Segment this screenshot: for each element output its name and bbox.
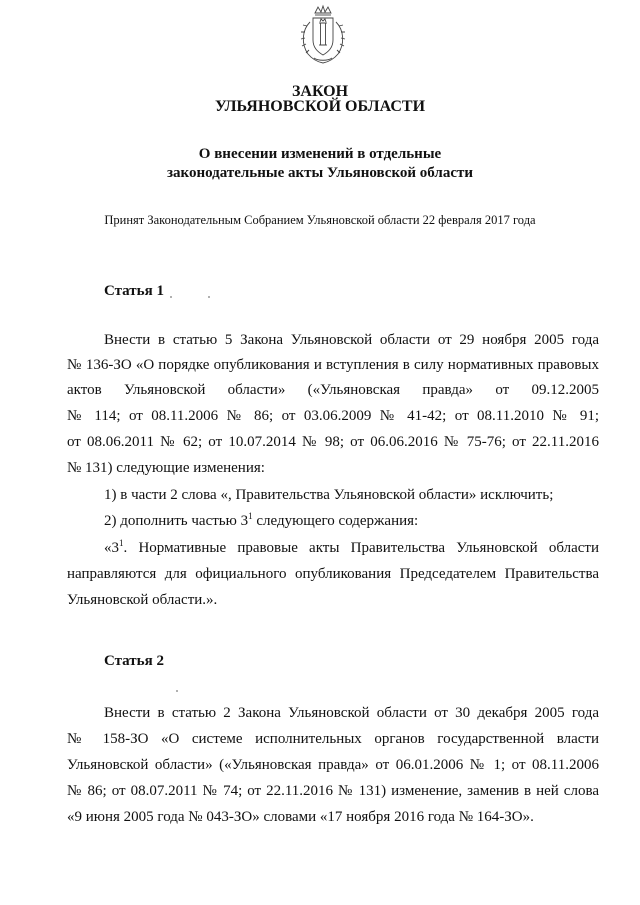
article-1-quote-line-1: [104, 539, 599, 557]
law-subject-line-1: О внесении изменений в отдельные: [198, 146, 442, 162]
coat-of-arms-icon: [296, 4, 350, 66]
article-1-line: Внести в статью 5 Закона Ульяновской области от 29 ноября 2005 года: [104, 332, 599, 348]
article-2-line: № 86; от 08.07.2011 № 74; от 22.11.2016 № 131) изменение, заменив в ней слова: [67, 783, 599, 799]
article-1-line: № 131) следующие изменения:: [67, 460, 265, 476]
law-subject-line-2: законодательные акты Ульяновской области: [166, 165, 474, 181]
quote-prefix: «3: [104, 540, 119, 556]
item-2-prefix: 2) дополнить частью 3: [104, 513, 249, 529]
scan-speck: [176, 690, 178, 692]
article-1-line: от 08.06.2011 № 62; от 10.07.2014 № 98; от 06.06.2016 № 75-76; от 22.11.2016: [67, 434, 599, 450]
article-2-line: «9 июня 2005 года № 043-ЗО» словами «17 ноября 2016 года № 164-ЗО».: [67, 809, 534, 825]
law-title: ЗАКОН: [291, 83, 349, 100]
scan-speck: [170, 296, 172, 298]
article-1-line: № 136-ЗО «О порядке опубликования и вступления в силу нормативных правовых: [67, 357, 599, 373]
article-1-item-1: 1) в части 2 слова «, Правительства Ульяновской области» исключить;: [104, 487, 554, 503]
article-1-quote-line-3: Ульяновской области.».: [67, 592, 218, 608]
article-2-heading: Статья 2: [104, 653, 164, 669]
article-1-line: № 114; от 08.11.2006 № 86; от 03.06.2009 № 41-42; от 08.11.2010 № 91;: [67, 408, 599, 424]
article-1-quote-line-2: направляются для официального опубликования Председателем Правительства: [67, 566, 599, 582]
article-2-line: Ульяновской области» («Ульяновская правда» от 06.01.2006 № 1; от 08.11.2006: [67, 757, 599, 773]
article-1-heading: Статья 1: [104, 283, 164, 299]
quote-superscript: 1: [119, 538, 124, 548]
item-2-suffix: следующего содержания:: [252, 513, 419, 529]
article-1-line: актов Ульяновской области» («Ульяновская правда» от 09.12.2005: [67, 382, 599, 398]
scan-speck: [208, 296, 210, 298]
law-region: УЛЬЯНОВСКОЙ ОБЛАСТИ: [214, 98, 426, 115]
item-2-superscript: 1: [248, 511, 253, 521]
article-1-item-2: [104, 512, 599, 530]
article-2-line: № 158-ЗО «О системе исполнительных органов государственной власти: [67, 731, 599, 747]
adoption-note: Принят Законодательным Собранием Ульяновской области 22 февраля 2017 года: [104, 213, 536, 227]
quote-line-1-rest: . Нормативные правовые акты Правительства Ульяновской области: [123, 540, 599, 556]
article-2-line: Внести в статью 2 Закона Ульяновской области от 30 декабря 2005 года: [104, 705, 599, 721]
